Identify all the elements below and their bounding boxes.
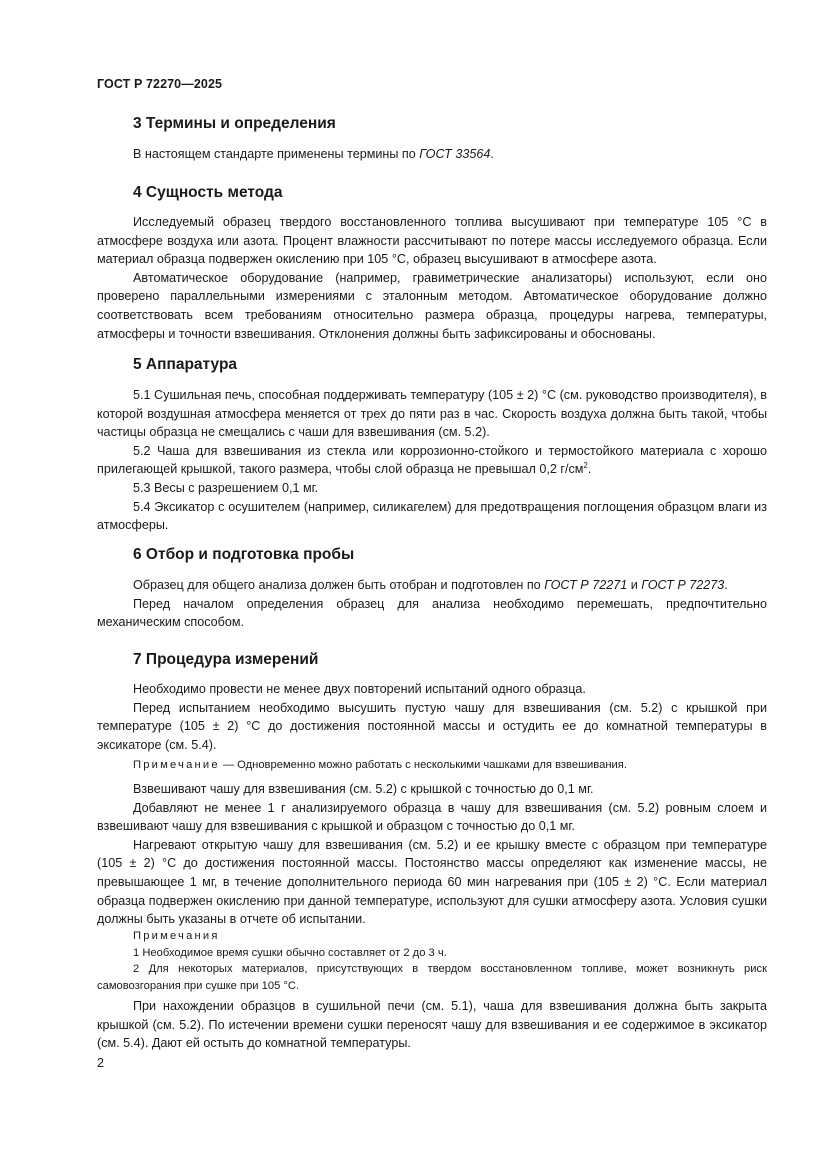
- note-item-2: 2 Для некоторых материалов, присутствующих в твердом восстановленном топливе, может возникнуть риск самовозгорания при сушке при 105 °С.: [97, 963, 767, 992]
- text: .: [724, 578, 728, 592]
- note-label: Примечание: [133, 759, 220, 771]
- section-4-title: 4 Сущность метода: [133, 184, 283, 201]
- section-7-body-b: [97, 780, 767, 929]
- notes-label: Примечания: [133, 930, 220, 942]
- section-7-title: 7 Процедура измерений: [133, 651, 319, 668]
- section-3-title: 3 Термины и определения: [133, 115, 336, 132]
- clause-5-2: [97, 442, 767, 479]
- standard-designation: ГОСТ Р 72270—2025: [97, 77, 223, 91]
- section-7-note-1: [97, 757, 767, 774]
- gost-reference-link: ГОСТ Р 72273: [641, 578, 725, 592]
- section-7-notes: [97, 928, 767, 994]
- page-number: 2: [97, 1056, 105, 1070]
- text: и: [627, 578, 642, 592]
- section-4-paragraph-1: Исследуемый образец твердого восстановленного топлива высушивают при температуре 105 °С в атмосфере воздуха или азота. Процент влажности рассчитывают по потере массы исследуемого образца. Если материал образца подвержен окислению при 105 °С, образец высушивают в атмосфере азота.: [97, 215, 767, 267]
- section-6-body: [97, 576, 767, 632]
- text: Образец для общего анализа должен быть отобран и подготовлен по: [133, 578, 545, 592]
- section-5-body: [97, 386, 767, 535]
- section-3-paragraph: [97, 145, 767, 164]
- text: .: [587, 462, 592, 477]
- section-6-paragraph-1: [97, 576, 767, 595]
- section-7-paragraph-1: Необходимо провести не менее двух повторений испытаний одного образца.: [133, 682, 586, 696]
- text: В настоящем стандарте применены термины по: [133, 147, 420, 161]
- section-4-paragraph-2: Автоматическое оборудование (например, гравиметрические анализаторы) используют, если оно проверено параллельными измерениями с эталонным методом. Автоматическое оборудование должно соответствовать всем требованиям относительно размера образца, процедуры нагрева, температуры, атмосферы и точности взвешивания. Отклонения должны быть зафиксированы и обоснованы.: [97, 270, 767, 341]
- section-7-paragraph-3: Взвешивают чашу для взвешивания (см. 5.2) с крышкой с точностью до 0,1 мг.: [133, 782, 594, 796]
- note-paragraph: [97, 757, 767, 774]
- clause-5-3: 5.3 Весы с разрешением 0,1 мг.: [133, 480, 319, 495]
- section-5-title: 5 Аппаратура: [133, 356, 238, 373]
- section-6-title: 6 Отбор и подготовка пробы: [133, 546, 355, 563]
- section-7-body-a: [97, 680, 767, 754]
- section-7-paragraph-2: Перед испытанием необходимо высушить пустую чашу для взвешивания (см. 5.2) с крышкой при температуре (105 ± 2) °С до достижения постоянной массы и остудить ее до комнатной температуры в эксикаторе (см. 5.4).: [97, 700, 767, 752]
- section-7-body-c: [97, 997, 767, 1053]
- section-6-paragraph-2: Перед началом определения образец для анализа необходимо перемешать, предпочтительно механическим способом.: [97, 596, 767, 630]
- section-7-paragraph-5: Нагревают открытую чашу для взвешивания (см. 5.2) и ее крышку вместе с образцом при температуре (105 ± 2) °С до достижения постоянной массы. Постоянство массы определяют как изменение массы, не превышающее 1 мг, в течение дополнительного периода 60 мин нагревания при (105 ± 2) °С. Если материал образца подвержен окислению при данной температуре, используют для сушки атмосферу азота. Условия сушки должны быть указаны в отчете об испытании.: [97, 837, 767, 927]
- clause-5-1: 5.1 Сушильная печь, способная поддерживать температуру (105 ± 2) °С (см. руководство производителя), в которой воздушная атмосфера меняется от трех до пяти раз в час. Скорость воздуха должна быть такой, чтобы частицы образца не смещались с чаши для взвешивания (см. 5.2).: [97, 388, 767, 440]
- superscript: 2: [583, 461, 588, 471]
- text: 5.2 Чаша для взвешивания из стекла или коррозионно-стойкого и термостойкого материала с хорошо прилегающей крышкой, такого размера, чтобы слой образца не превышал 0,2 г/см: [97, 443, 767, 477]
- section-4-body: [97, 213, 767, 343]
- notes-label-line: [97, 928, 767, 945]
- gost-reference-link: ГОСТ Р 72271: [544, 578, 628, 592]
- section-7-paragraph-4: Добавляют не менее 1 г анализируемого образца в чашу для взвешивания (см. 5.2) ровным слоем и взвешивают чашу для взвешивания с крышкой и образцом с точностью до 0,1 мг.: [97, 800, 767, 834]
- text: .: [490, 147, 494, 161]
- section-3-body: [97, 145, 767, 164]
- section-7-paragraph-6: При нахождении образцов в сушильной печи (см. 5.1), чаша для взвешивания должна быть закрыта крышкой (см. 5.2). По истечении времени сушки переносят чашу для взвешивания и ее содержимое в эксикатор (см. 5.4). Дают ей остыть до комнатной температуры.: [97, 999, 767, 1051]
- gost-reference-link: ГОСТ 33564: [419, 147, 491, 161]
- clause-5-4: 5.4 Эксикатор с осушителем (например, силикагелем) для предотвращения поглощения образцом влаги из атмосферы.: [97, 499, 767, 533]
- note-item-1: 1 Необходимое время сушки обычно составляет от 2 до 3 ч.: [133, 946, 447, 959]
- note-text: — Одновременно можно работать с несколькими чашками для взвешивания.: [219, 759, 627, 771]
